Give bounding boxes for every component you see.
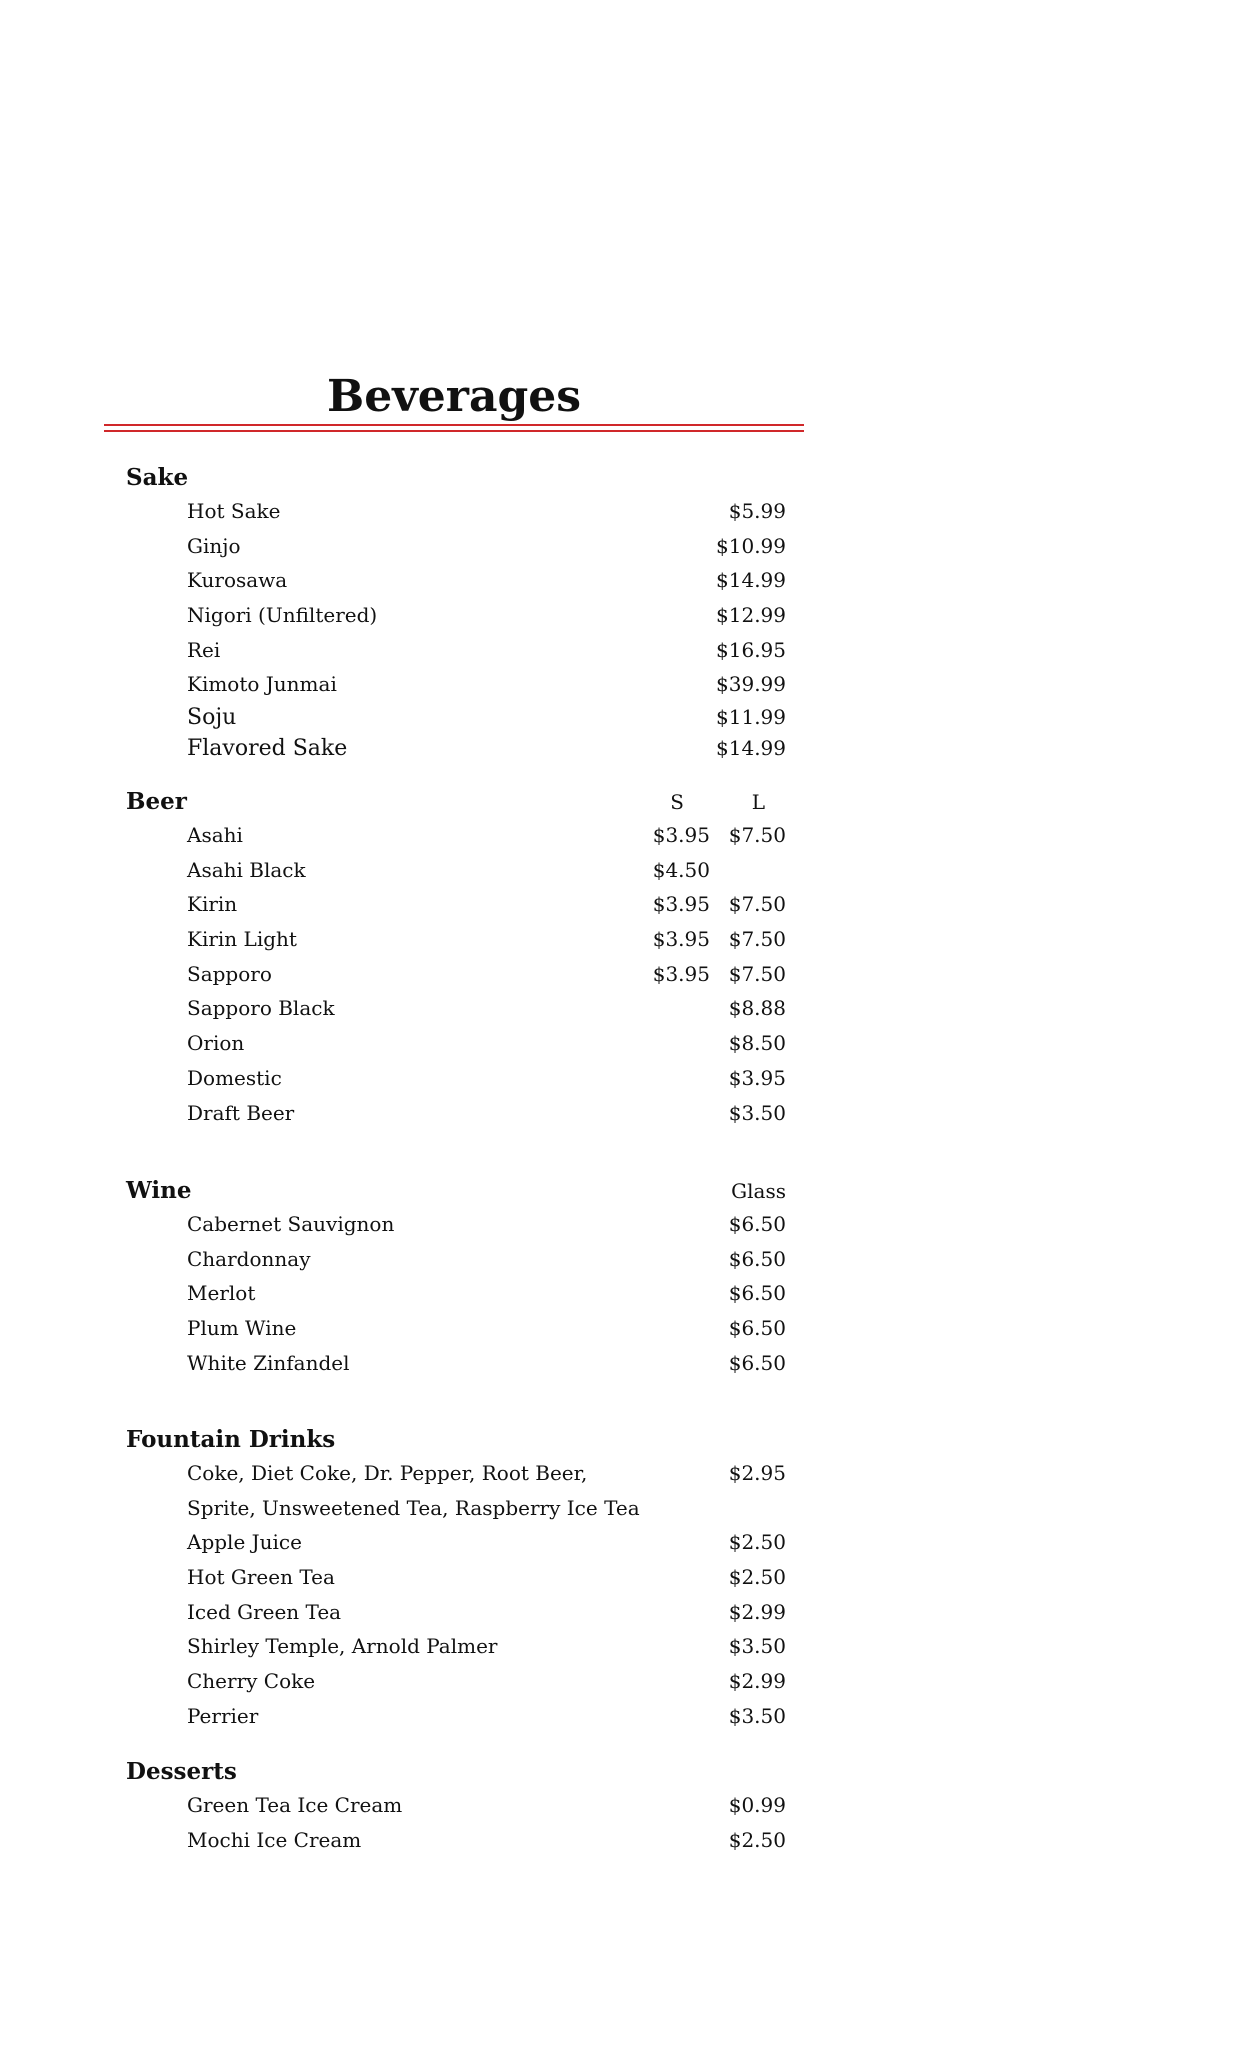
menu-item [126, 1525, 786, 1560]
sake-heading [126, 462, 786, 494]
fountain-drinks-heading [126, 1424, 786, 1456]
item-price: $14.99 [716, 736, 786, 761]
sake-section [126, 462, 786, 764]
menu-item [126, 922, 786, 957]
beer-col-large-label: L [751, 790, 765, 814]
menu-item [126, 1629, 786, 1664]
desserts-heading [126, 1756, 786, 1788]
item-price: $0.99 [728, 1793, 786, 1817]
item-name: Perrier [187, 1703, 259, 1728]
item-price-large: $7.50 [728, 892, 786, 917]
item-price: $6.50 [728, 1350, 786, 1375]
item-name: Kirin [187, 892, 238, 917]
menu-item [126, 1311, 786, 1346]
wine-col-glass-label: Glass [731, 1179, 786, 1203]
item-name: Hot Green Tea [187, 1565, 335, 1590]
menu-item [126, 818, 786, 853]
menu-item [126, 1595, 786, 1630]
item-name: Rei [187, 637, 221, 662]
menu-item [126, 563, 786, 598]
desserts-section [126, 1756, 786, 1857]
item-price-small: $3.95 [652, 927, 710, 952]
item-price: $16.95 [716, 637, 786, 662]
item-name: Cherry Coke [187, 1669, 316, 1694]
item-price: $2.99 [728, 1599, 786, 1624]
item-price: $2.50 [728, 1565, 786, 1590]
menu-item [126, 598, 786, 633]
title-underline-bottom [104, 430, 804, 432]
item-price: $6.50 [728, 1316, 786, 1341]
item-price: $3.50 [728, 1634, 786, 1659]
menu-item [126, 1699, 786, 1734]
item-name: Orion [187, 1031, 245, 1056]
item-price-small: $3.95 [652, 823, 710, 847]
item-name: Sapporo Black [187, 996, 335, 1021]
menu-item [126, 1346, 786, 1381]
wine-heading [126, 1175, 786, 1207]
item-name: Coke, Diet Coke, Dr. Pepper, Root Beer, [187, 1461, 588, 1485]
item-price: $2.50 [728, 1530, 786, 1555]
item-price-large: $3.50 [728, 1100, 786, 1125]
item-name: Flavored Sake [187, 736, 348, 762]
item-name: Shirley Temple, Arnold Palmer [187, 1634, 498, 1659]
item-name: Hot Sake [187, 499, 281, 523]
item-name: Ginjo [187, 533, 241, 558]
menu-item [126, 1823, 786, 1858]
wine-heading-label: Wine [126, 1177, 192, 1204]
wine-section [126, 1175, 786, 1380]
item-price-large: $8.88 [728, 996, 786, 1021]
item-name: Kimoto Junmai [187, 672, 337, 697]
item-price-large: $7.50 [728, 927, 786, 952]
fountain-drinks-section [126, 1424, 786, 1734]
item-name: Apple Juice [187, 1530, 302, 1555]
item-name: Nigori (Unfiltered) [187, 603, 378, 628]
item-name: Plum Wine [187, 1316, 297, 1341]
menu-item [126, 1560, 786, 1595]
item-price-large: $7.50 [728, 823, 786, 847]
item-price: $12.99 [716, 603, 786, 628]
item-price-large: $7.50 [728, 961, 786, 986]
menu-item [126, 1456, 786, 1491]
beer-col-small-label: S [670, 790, 684, 814]
item-name: Merlot [187, 1281, 256, 1306]
item-price: $2.95 [728, 1461, 786, 1485]
item-price-large: $8.50 [728, 1031, 786, 1056]
menu-item [126, 1788, 786, 1823]
menu-item [126, 1096, 786, 1131]
menu-item [126, 1026, 786, 1061]
menu-item [126, 633, 786, 668]
menu-item [126, 1276, 786, 1311]
title-underline-top [104, 424, 804, 426]
menu-item [126, 853, 786, 888]
item-price: $39.99 [716, 672, 786, 697]
menu-item [126, 957, 786, 992]
item-price: $10.99 [716, 533, 786, 558]
item-price: $6.50 [728, 1281, 786, 1306]
item-name: Kirin Light [187, 927, 297, 952]
desserts-heading-label: Desserts [126, 1758, 237, 1785]
item-name: Green Tea Ice Cream [187, 1793, 403, 1817]
fountain-drinks-heading-label: Fountain Drinks [126, 1426, 336, 1453]
beer-heading-label: Beer [126, 788, 187, 815]
page-title: Beverages [327, 371, 581, 422]
item-name: Soju [187, 705, 237, 731]
menu-item [126, 1207, 786, 1242]
beer-section [126, 786, 786, 1130]
item-name: Draft Beer [187, 1100, 295, 1125]
item-name: Mochi Ice Cream [187, 1827, 362, 1852]
menu-item [126, 1664, 786, 1699]
item-price: $5.99 [728, 499, 786, 523]
beer-heading [126, 786, 786, 818]
sake-heading-label: Sake [126, 464, 189, 491]
item-price-small: $3.95 [652, 892, 710, 917]
item-price-large: $3.95 [728, 1065, 786, 1090]
item-price: $2.99 [728, 1669, 786, 1694]
item-price: $14.99 [716, 568, 786, 593]
item-price-small: $3.95 [652, 961, 710, 986]
menu-item [126, 887, 786, 922]
menu-item [126, 1061, 786, 1096]
menu-item [126, 1242, 786, 1277]
item-price: $3.50 [728, 1703, 786, 1728]
item-name: Sapporo [187, 961, 272, 986]
menu-item [126, 702, 786, 733]
item-name: Asahi [187, 823, 243, 847]
item-price: $2.50 [728, 1827, 786, 1852]
item-name: Domestic [187, 1065, 282, 1090]
item-price: $6.50 [728, 1212, 786, 1236]
item-price-small: $4.50 [652, 857, 710, 882]
item-name: White Zinfandel [187, 1350, 350, 1375]
menu-item [126, 667, 786, 702]
item-name: Sprite, Unsweetened Tea, Raspberry Ice Tea [187, 1495, 640, 1520]
menu-item [126, 494, 786, 529]
item-name: Cabernet Sauvignon [187, 1212, 395, 1236]
menu-item [126, 529, 786, 564]
item-name: Iced Green Tea [187, 1599, 342, 1624]
menu-item [126, 1491, 786, 1526]
menu-item [126, 733, 786, 764]
item-price: $11.99 [716, 705, 786, 730]
item-name: Chardonnay [187, 1246, 311, 1271]
menu-item [126, 991, 786, 1026]
item-name: Kurosawa [187, 568, 288, 593]
item-price: $6.50 [728, 1246, 786, 1271]
item-name: Asahi Black [187, 857, 306, 882]
